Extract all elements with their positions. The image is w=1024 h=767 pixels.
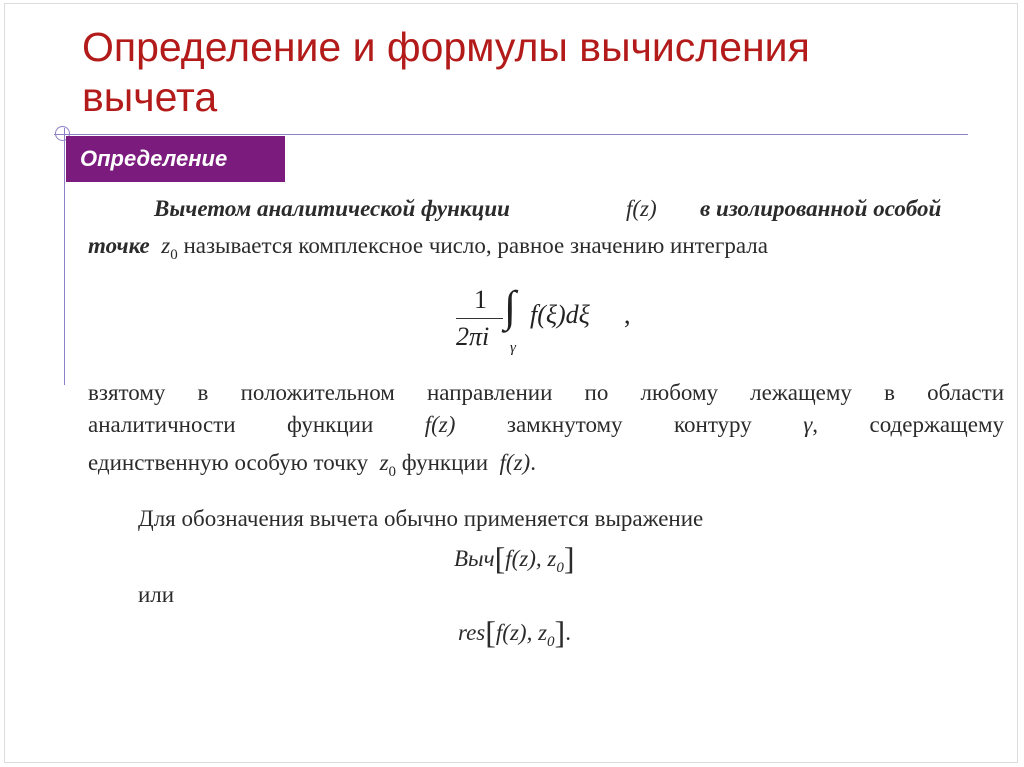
paragraph-2-line-1: взятому в положительном направлении по любому лежащему в области <box>88 380 1004 405</box>
horizontal-rule <box>54 134 968 135</box>
expr1-subscript: 0 <box>556 560 564 576</box>
expr2-inner: f(z), z <box>495 620 548 645</box>
expr2-subscript: 0 <box>547 634 555 650</box>
expr1-prefix: Выч <box>454 546 495 571</box>
text-closed-contour: замкнутому контуру <box>506 412 752 437</box>
expr2-period: . <box>565 620 571 645</box>
func-fz: f(z) <box>424 412 456 437</box>
paragraph-2-line-3 <box>88 450 536 481</box>
text-containing: , содержащему <box>812 412 1005 437</box>
fraction-denominator: 2πi <box>456 322 490 351</box>
symbol-gamma: γ <box>803 412 813 437</box>
formula-comma: , <box>624 300 631 329</box>
definition-lead-text: Вычетом аналитической функции <box>154 196 510 221</box>
integrand: f(ξ)dξ <box>530 300 590 329</box>
var-z-subscript: 0 <box>170 247 178 263</box>
period: . <box>530 450 536 475</box>
var-z0-subscript: 0 <box>388 464 397 480</box>
integral-sign: ∫ <box>504 282 517 331</box>
definition-line-2-rest: называется комплексное число, равное значению интеграла <box>183 233 768 258</box>
paragraph-2-line-2 <box>88 412 1004 438</box>
slide-title <box>82 22 982 122</box>
fraction-bar <box>456 318 503 319</box>
slide-title-line-2: вычета <box>82 74 218 120</box>
expr2-prefix: res <box>458 620 486 645</box>
expr1-inner: f(z), z <box>505 546 557 571</box>
definition-func: f(z) <box>626 196 657 221</box>
notation-intro: Для обозначения вычета обычно применяется выражение <box>138 506 704 531</box>
func-fz-2: f(z) <box>499 450 531 475</box>
text-function: функции <box>401 450 489 475</box>
var-z0: z <box>379 450 389 475</box>
contour-gamma: γ <box>510 340 516 356</box>
var-z: z <box>161 233 171 258</box>
notation-or: или <box>138 582 175 607</box>
definition-badge: Определение <box>66 136 285 182</box>
notation-expr-2: res[f(z), $z_0$]. <box>458 614 571 650</box>
definition-line-1-tail: в изолированной особой <box>700 196 942 221</box>
notation-expr-1: Выч[f(z), $z_0$] <box>454 540 575 576</box>
slide-title-line-1: Определение и формулы вычисления <box>82 24 810 70</box>
vertical-rule <box>64 128 65 385</box>
definition-line-2 <box>88 233 768 264</box>
text-unique-point: единственную особую точку <box>88 450 369 475</box>
text-analyticity: аналитичности функции <box>88 412 374 437</box>
definition-line-1 <box>154 196 510 222</box>
fraction-numerator: 1 <box>474 285 487 314</box>
word-point: точке <box>88 233 150 258</box>
